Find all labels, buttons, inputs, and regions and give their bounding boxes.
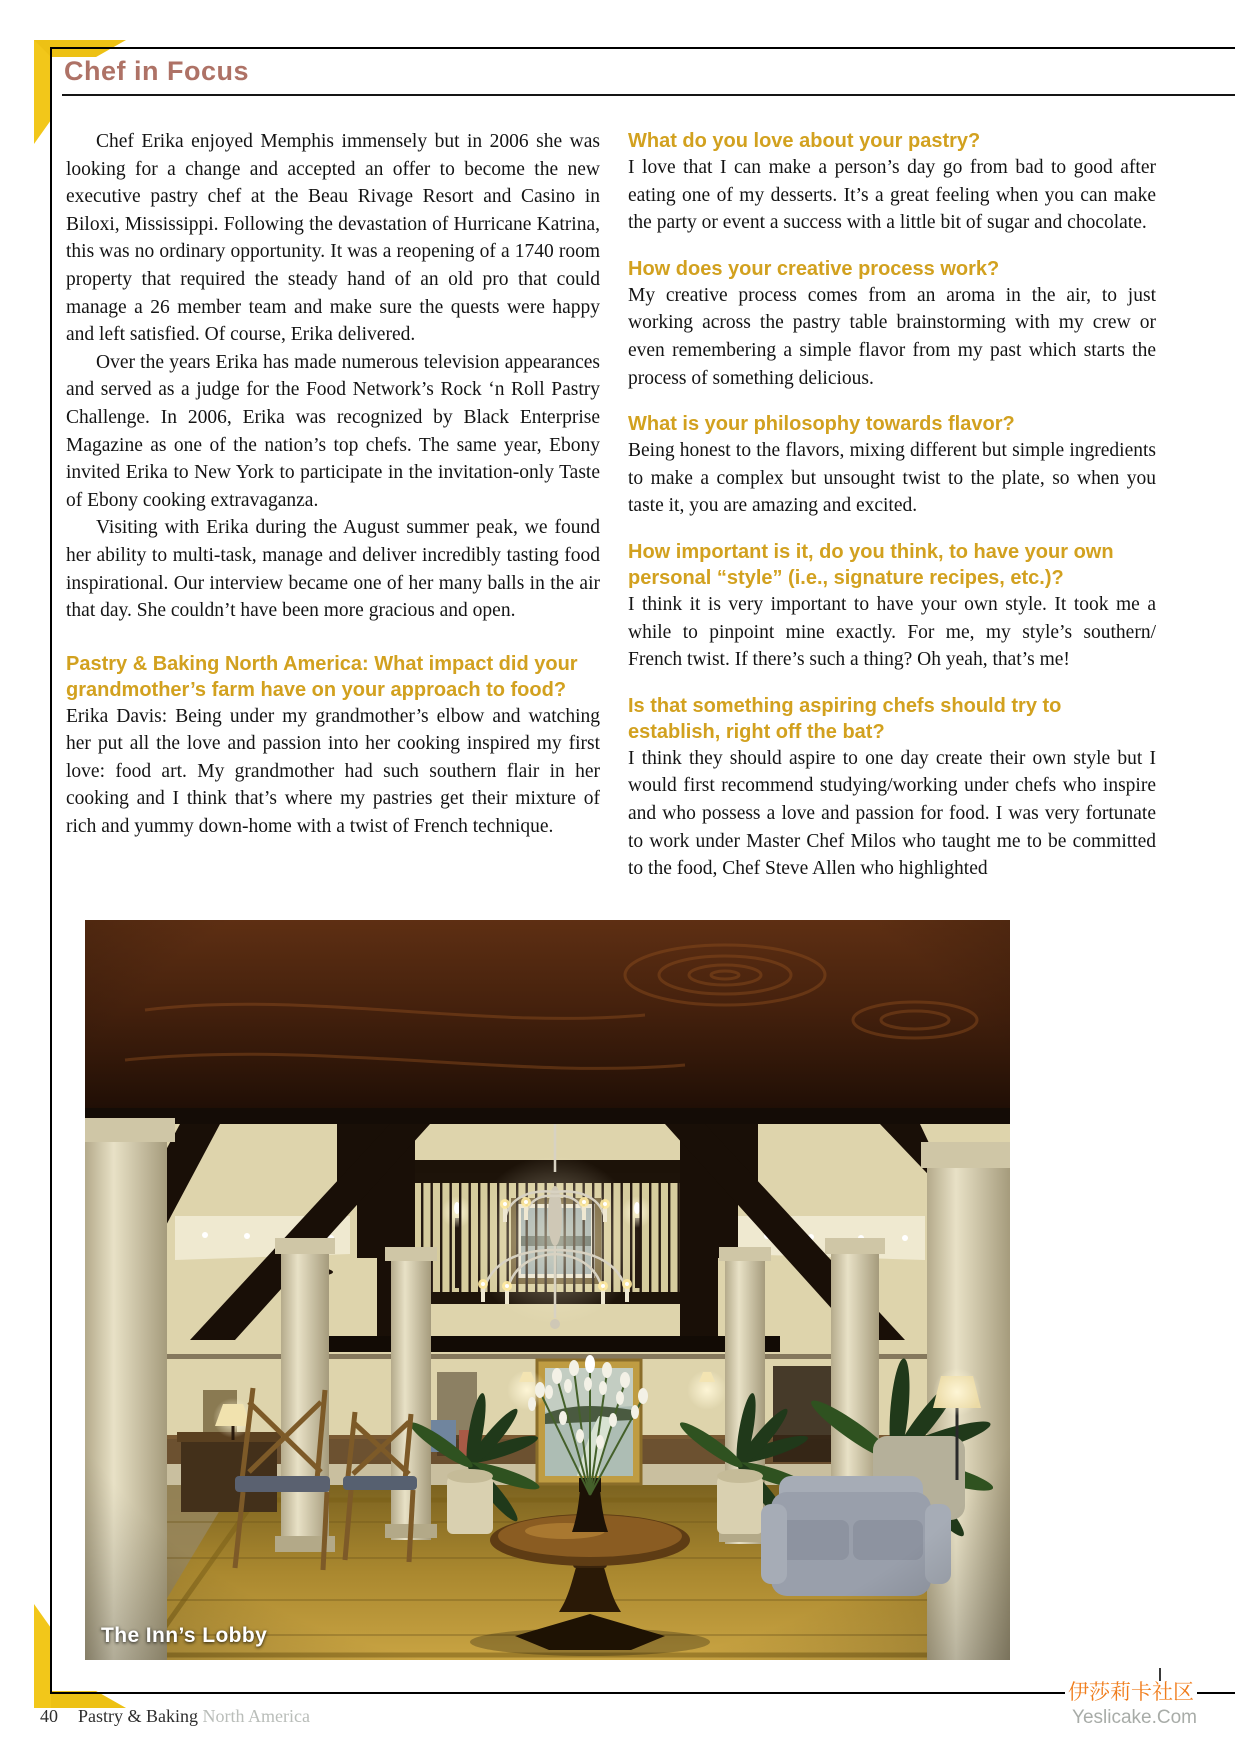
- question-heading: Is that something aspiring chefs should try to establish, right off the bat?: [628, 694, 1062, 743]
- section-title: Chef in Focus: [64, 56, 250, 86]
- frame-rule-bottom: [50, 1692, 1235, 1694]
- watermark-chinese: 伊莎莉卡社区: [1065, 1681, 1197, 1704]
- qa-block: [628, 693, 1156, 883]
- magazine-region: North America: [202, 1706, 310, 1726]
- magazine-title: Pastry & Baking: [78, 1706, 198, 1726]
- question-heading: What do you love about your pastry?: [628, 130, 981, 152]
- watermark: [1065, 1681, 1197, 1729]
- lobby-photo-art: [85, 920, 1010, 1660]
- question-heading: Pastry & Baking North America: What impact did your grandmother’s farm have on your approach to food?: [66, 652, 578, 701]
- body-paragraph: Over the years Erika has made numerous television appearances and served as a judge for the Food Network’s Rock ‘n Roll Pastry Challenge. In 2006, Erika was recognized by Black Enterprise Magazine as one of the nation’s top chefs. The same year, Ebony invited Erika to New York to participate in the invitation-only Taste of Ebony cooking extravaganza.: [66, 351, 600, 511]
- answer-text: I love that I can make a person’s day go from bad to good after eating one of my desserts. It’s a great feeling when you can make the party or event a success with a little bit of sugar and chocolate.: [628, 157, 1156, 234]
- right-column: [628, 128, 1156, 902]
- question-heading: How important is it, do you think, to have your own personal “style” (i.e., signature recipes, etc.)?: [628, 540, 1114, 589]
- answer-text: I think it is very important to have your own style. It took me a while to pinpoint mine exactly. For me, my style’s southern/ French twist. If there’s such a thing? Oh yeah, that’s me!: [628, 593, 1156, 671]
- question-heading: What is your philosophy towards flavor?: [628, 413, 1015, 436]
- page-footer: [40, 1706, 310, 1727]
- qa-block: [628, 411, 1156, 520]
- answer-text: Being honest to the flavors, mixing different but simple ingredients to make a complex but unsought twist to the plate, so when you taste it, you are amazing and excited.: [628, 440, 1156, 517]
- section-title-rule: [62, 94, 1235, 96]
- body-paragraph: Chef Erika enjoyed Memphis immensely but in 2006 she was looking for a change and accepted an offer to become the new executive pastry chef at the Beau Rivage Resort and Casino in Biloxi, Mississippi. Following the devastation of Hurricane Katrina, this was no ordinary opportunity. It was a reopening of a 1740 room property that required the steady hand of an old pro that could manage a 26 member team and make sure the quests were happy and left satisfied. Of course, Erika delivered.: [66, 131, 600, 346]
- frame-rule-left: [50, 47, 52, 1694]
- photo-caption: The Inn’s Lobby: [101, 1624, 268, 1647]
- question-heading: How does your creative process work?: [628, 257, 1000, 280]
- qa-block: [66, 651, 600, 841]
- answer-text: I think they should aspire to one day create their own style but I would first recommend studying/working under chefs who inspire and who possess a love and passion for food. I was very fortunate to work under Master Chef Milos who taught me to be committed to the food, Chef Steve Allen who highlighted: [628, 747, 1156, 880]
- answer-text: My creative process comes from an aroma in the air, to just working across the pastry table brainstorming with my crew or even remembering a simple flavor from my past which starts the process of something delicious.: [628, 284, 1156, 389]
- frame-rule-top: [50, 47, 1235, 49]
- left-column: [66, 128, 600, 841]
- answer-text: Erika Davis: Being under my grandmother’s elbow and watching her put all the love and passion into her cooking inspired my first love: food art. My grandmother had such southern flair in her cooking and I think that’s where my pastries get their mixture of rich and yummy down-home with a twist of French technique.: [66, 705, 600, 838]
- qa-block: [628, 256, 1156, 392]
- body-paragraph: Visiting with Erika during the August summer peak, we found her ability to multi-task, manage and deliver incredibly tasting food inspirational. Our interview became one of her many balls in the air that day. She couldn’t have been more gracious and open.: [66, 517, 600, 622]
- lobby-photo: [85, 920, 1010, 1660]
- page-number: 40: [40, 1706, 58, 1726]
- qa-block: [628, 539, 1156, 674]
- watermark-site: Yeslicake.Com: [1072, 1707, 1197, 1728]
- qa-block: [628, 128, 1156, 237]
